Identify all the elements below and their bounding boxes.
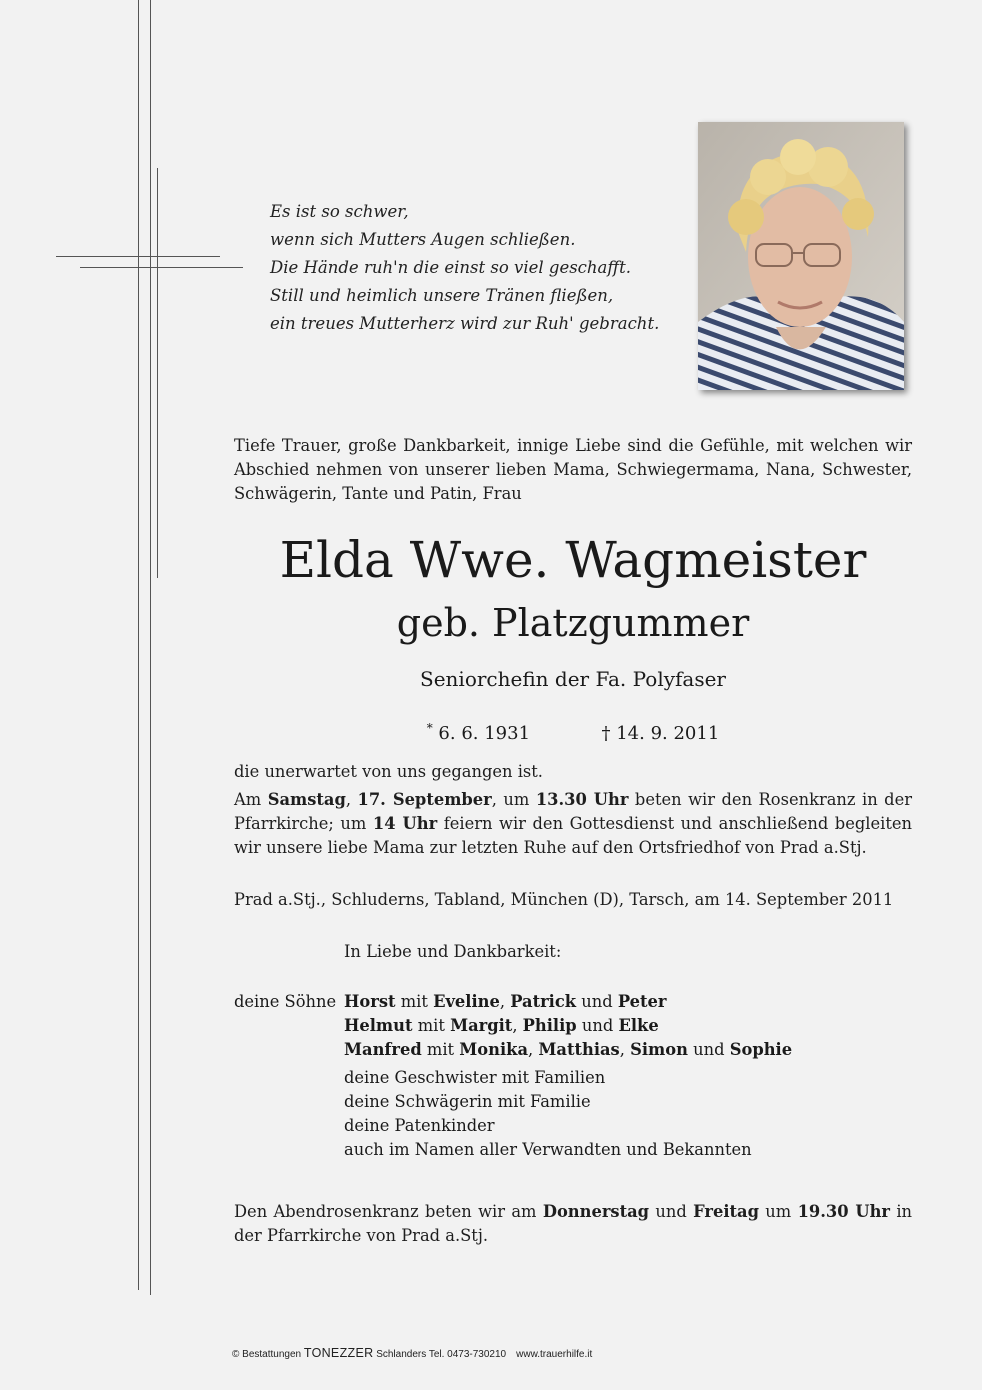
passed-text: die unerwartet von uns gegangen ist. xyxy=(234,762,543,781)
sons-label: deine Söhne xyxy=(234,992,337,1011)
evening-time: 19.30 Uhr xyxy=(797,1202,890,1221)
intro-paragraph: Tiefe Trauer, große Dankbarkeit, innige Liebe sind die Gefühle, mit welchen wir Abschied nehmen von unserer lieben Mama, Schwiegermama, Nana, Schwester, Schwägerin, Tante und Patin, Frau xyxy=(234,436,912,503)
maiden-name: geb. Platzgummer xyxy=(396,601,750,645)
grandchild-name: Elke xyxy=(618,1016,659,1035)
son-name: Helmut xyxy=(344,1016,413,1035)
mass-time: 14 Uhr xyxy=(372,814,438,833)
grandchild-name: Peter xyxy=(617,992,667,1011)
grandchild-name: Simon xyxy=(630,1040,688,1059)
connector: mit xyxy=(412,1016,451,1035)
evening-text: Den Abendrosenkranz beten wir am xyxy=(234,1202,543,1221)
poem-line: wenn sich Mutters Augen schließen. xyxy=(270,230,576,249)
connector: mit xyxy=(421,1040,460,1059)
portrait-photo xyxy=(698,122,904,390)
connector: , xyxy=(499,992,511,1011)
cross-horizontal-line-bottom xyxy=(80,267,243,268)
footer-brand: TONEZZER xyxy=(303,1346,374,1360)
footer-website: www.trauerhilfe.it xyxy=(516,1349,593,1360)
service-day: Samstag xyxy=(267,790,346,809)
footer-phone: Tel. 0473-730210 xyxy=(426,1349,507,1360)
evening-rosary-paragraph xyxy=(234,1200,912,1248)
places-date: Prad a.Stj., Schluderns, Tabland, München (D), Tarsch, am 14. September 2011 xyxy=(234,890,894,909)
service-paragraph xyxy=(234,788,912,860)
service-date: 17. September xyxy=(357,790,492,809)
relatives-line: deine Patenkinder xyxy=(344,1116,495,1135)
grandchild-name: Philip xyxy=(522,1016,577,1035)
evening-day: Freitag xyxy=(693,1202,759,1221)
spouse-name: Margit xyxy=(450,1016,513,1035)
evening-text: und xyxy=(649,1202,694,1221)
connector: und xyxy=(687,1040,730,1059)
role: Seniorchefin der Fa. Polyfaser xyxy=(420,667,726,691)
connector: mit xyxy=(395,992,434,1011)
service-text: , um xyxy=(491,790,536,809)
family-list xyxy=(234,990,792,1162)
relatives-line: auch im Namen aller Verwandten und Bekannten xyxy=(344,1140,752,1159)
connector: , xyxy=(528,1040,539,1059)
son-name: Horst xyxy=(344,992,396,1011)
birth-symbol: * xyxy=(426,721,433,735)
cross-vertical-line-left xyxy=(138,0,139,1290)
connector: , xyxy=(619,1040,631,1059)
deceased-name: Elda Wwe. Wagmeister xyxy=(279,531,867,589)
spouse-name: Monika xyxy=(459,1040,529,1059)
footer-copyright: © Bestattungen xyxy=(232,1349,304,1360)
birth-date: 6. 6. 1931 xyxy=(438,723,531,744)
service-text: Am xyxy=(234,790,268,809)
poem-line: Die Hände ruh'n die einst so viel geschafft. xyxy=(270,258,631,277)
evening-text: um xyxy=(758,1202,798,1221)
poem-line: ein treues Mutterherz wird zur Ruh' gebracht. xyxy=(270,314,660,333)
poem xyxy=(270,198,659,338)
cross-vertical-line-right xyxy=(150,0,151,1295)
poem-line: Still und heimlich unsere Tränen fließen, xyxy=(270,286,614,305)
service-text: beten wir den Rosenkranz in der Pfarrkirche; um xyxy=(234,790,913,833)
portrait-illustration xyxy=(698,122,904,390)
relatives-line: deine Schwägerin mit Familie xyxy=(344,1092,591,1111)
connector: , xyxy=(512,1016,523,1035)
family-row xyxy=(344,1038,792,1062)
grandchild-name: Patrick xyxy=(510,992,577,1011)
footer xyxy=(232,1346,592,1360)
rosary-time: 13.30 Uhr xyxy=(535,790,629,809)
evening-day: Donnerstag xyxy=(542,1202,650,1221)
son-name: Manfred xyxy=(344,1040,422,1059)
connector: und xyxy=(576,992,618,1011)
death-symbol: † xyxy=(601,723,611,744)
service-text: , xyxy=(345,790,358,809)
family-row xyxy=(234,990,792,1014)
death-date: 14. 9. 2011 xyxy=(616,723,720,744)
service-text: feiern wir den Gottesdienst und anschließend begleiten wir unsere liebe Mama zur letzten Ruhe auf den Ortsfriedhof von Prad a.Stj. xyxy=(234,814,912,857)
grandchild-name: Sophie xyxy=(729,1040,793,1059)
relatives-line: deine Geschwister mit Familien xyxy=(344,1068,606,1087)
evening-text: in der Pfarrkirche von Prad a.Stj. xyxy=(234,1202,913,1245)
life-dates xyxy=(234,714,912,748)
footer-city: Schlanders xyxy=(373,1349,427,1360)
connector: und xyxy=(576,1016,619,1035)
cross-short-vertical-line xyxy=(157,168,158,578)
family-row xyxy=(344,1014,792,1038)
cross-horizontal-line-top xyxy=(56,256,220,257)
spouse-name: Eveline xyxy=(433,992,500,1011)
grandchild-name: Matthias xyxy=(538,1040,620,1059)
love-line: In Liebe und Dankbarkeit: xyxy=(344,942,562,961)
poem-line: Es ist so schwer, xyxy=(270,202,409,221)
